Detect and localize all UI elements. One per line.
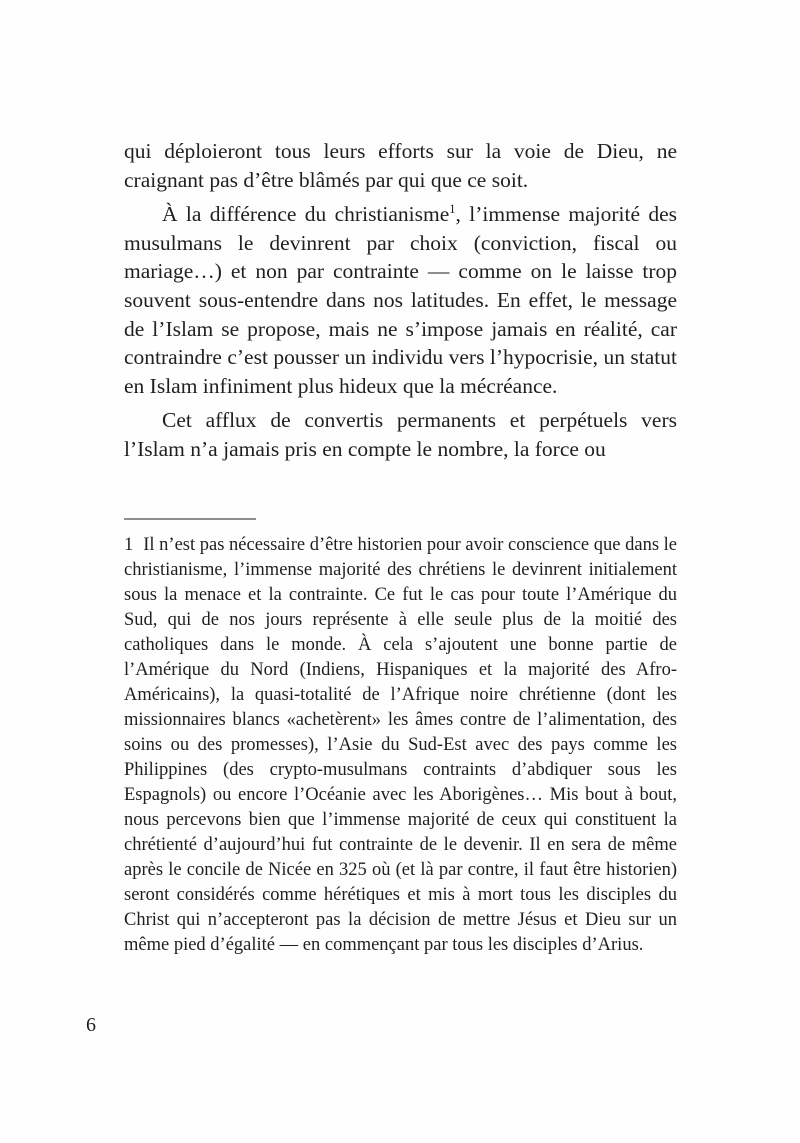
footnote-reference: 1 (449, 202, 456, 217)
body-text (124, 137, 677, 464)
paragraph-3-text: Cet afflux de convertis permanents et perpétuels vers l’Islam n’a jamais pris en compte le nombre, la force ou (124, 408, 677, 461)
paragraph-1 (124, 137, 677, 194)
footnote (124, 533, 677, 958)
paragraph-2-text-after-ref: , l’immense majorité des musulmans le devinrent par choix (conviction, fiscal ou mariage…) et non par contrainte — comme on le laisse trop souvent sous-entendre dans nos latitudes. En effet, le message de l’Islam se propose, mais ne s’impose jamais en réalité, car contraindre c’est pousser un individu vers l’hypocrisie, un statut en Islam infiniment plus hideux que la mécréance. (124, 202, 678, 398)
footnote-body-text: Il n’est pas nécessaire d’être historien pour avoir conscience que dans le christianisme, l’immense majorité des chrétiens le devinrent initialement sous la menace et la contrainte. Ce fut le cas pour toute l’Amérique du Sud, qui de nos jours représente à elle seule plus de la moitié des catholiques dans le monde. À cela s’ajoutent une bonne partie de l’Amérique du Nord (Indiens, Hispaniques et la majorité des Afro-Américains), la quasi-totalité de l’Afrique noire chrétienne (dont les missionnaires blancs «achetèrent» les âmes contre de l’alimentation, des soins ou des promesses), l’Asie du Sud-Est avec des pays comme les Philippines (des crypto-musulmans contraints d’abdiquer sous les Espagnols) ou encore l’Océanie avec les Aborigènes… Mis bout à bout, nous percevons bien que l’immense majorité de ceux qui constituent la chrétienté d’aujourd’hui fut contrainte de le devenir. Il en sera de même après le concile de Nicée en 325 où (et là par contre, il faut être historien) seront considérés comme hérétiques et mis à mort tous les disciples du Christ qui n’accepteront pas la décision de mettre Jésus et Dieu sur un même pied d’égalité — en commençant par tous les disciples d’Arius. (124, 535, 677, 955)
paragraph-3 (124, 406, 677, 463)
paragraph-1-text: qui déploieront tous leurs efforts sur la voie de Dieu, ne craignant pas d’être blâmés par qui que ce soit. (124, 139, 677, 192)
paragraph-2-text-before-ref: À la différence du christianisme (162, 202, 450, 227)
footnote-marker: 1 (124, 535, 134, 555)
footnote-divider (124, 518, 256, 520)
paragraph-2 (124, 200, 677, 400)
footnote-section (124, 518, 677, 958)
page-number: 6 (86, 1014, 96, 1036)
